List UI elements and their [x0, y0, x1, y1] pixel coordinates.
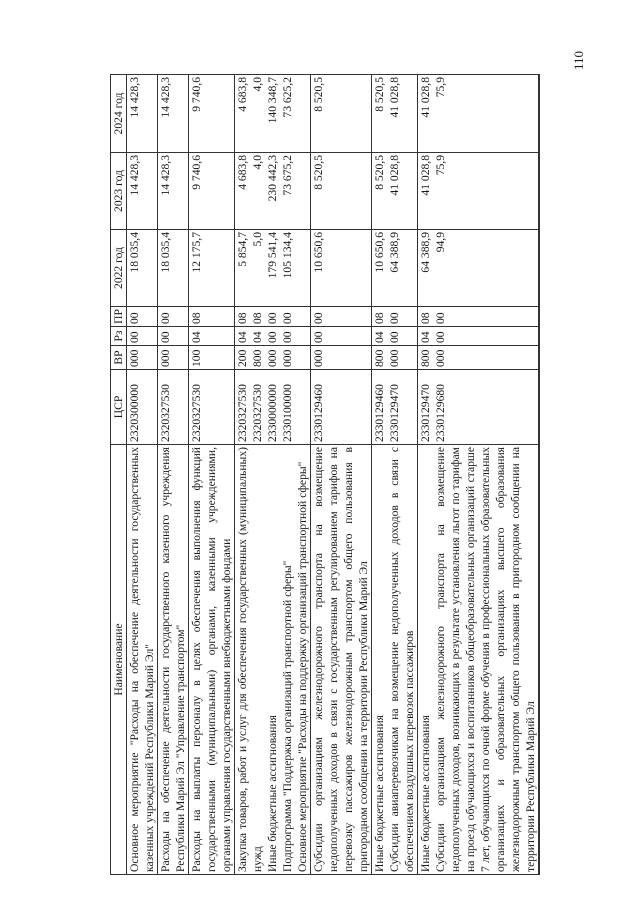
filler-cell: [539, 230, 540, 307]
row-rz: 00: [311, 327, 372, 346]
row-2023: 41 028,8 75,9: [418, 153, 539, 230]
row-rz: 04 00: [418, 327, 539, 346]
row-pr: 00: [127, 307, 158, 327]
table-row: [127, 75, 158, 875]
table-row: [372, 75, 418, 875]
filler-cell: [539, 153, 540, 230]
budget-table: [110, 74, 540, 875]
filler-cell: [539, 307, 540, 327]
header-vr: ВР: [111, 346, 127, 370]
row-2023: 8 520,5 41 028,8: [372, 153, 418, 230]
table-row: [235, 75, 311, 875]
row-2022: 64 388,9 94,9: [418, 230, 539, 307]
row-2024: 8 520,5: [311, 75, 372, 153]
row-2023: 14 428,3: [158, 153, 189, 230]
row-name: Иные бюджетные ассигнования Субсидии авиаперевозчикам на возмещение недополученных доходов в связи с обеспечением воздушных перевозок пассажиров: [372, 445, 418, 875]
row-2023: 4 683,8 4,0 230 442,3 73 675,2: [235, 153, 311, 230]
row-name: Расходы на обеспечение деятельности государственного казенного учреждения Республики Марий Эл "Управление транспортом": [158, 445, 189, 875]
row-rz: 04 00: [372, 327, 418, 346]
page-number: 110: [571, 50, 586, 70]
filler-cell: [539, 327, 540, 346]
row-name: Закупка товаров, работ и услуг для обеспечения государственных (муниципальных) нужд Иные бюджетные ассигнования Подпрограмма "Поддержка организаций транспортной сферы" Основное мероприятие "Расходы на поддержку организаций транспортной сферы": [235, 445, 311, 875]
filler-cell: [539, 370, 540, 445]
row-2022: 12 175,7: [189, 230, 235, 307]
row-2024: 9 740,6: [189, 75, 235, 153]
table-row: [189, 75, 235, 875]
row-name: Иные бюджетные ассигнования Субсидии организациям железнодорожного транспорта на возмещение недополученных доходов, возникающих в результате установления льгот по тарифам на проезд обучающихся и воспитанников общеобразовательных организаций старше 7 лет, обучающихся по очной форме обучения в профессиональных образовательных организациях и образовательных организациях высшего образования железнодорожным транспортом общего пользования в пригородном сообщении на территории Республики Марий Эл: [418, 445, 539, 875]
header-pr: ПР: [111, 307, 127, 327]
row-vr: 000: [158, 346, 189, 370]
header-csr: ЦСР: [111, 370, 127, 445]
row-2022: 10 650,6 64 388,9: [372, 230, 418, 307]
row-vr: 000: [311, 346, 372, 370]
row-vr: 800 000: [418, 346, 539, 370]
row-pr: 08 00: [418, 307, 539, 327]
row-csr: 2330129470 2330129680: [418, 370, 539, 445]
header-2023: 2023 год: [111, 153, 127, 230]
row-name: Расходы на выплаты персоналу в целях обеспечения выполнения функций государственными (муниципальными) органами, казенными учреждениями, органами управления государственными внебюджетными фондами: [189, 445, 235, 875]
row-csr: 2330129460 2330129470: [372, 370, 418, 445]
row-2024: 41 028,8 75,9: [418, 75, 539, 153]
row-pr: 08 00: [372, 307, 418, 327]
row-csr: 2320327530 2320327530 2330000000 2330100000: [235, 370, 311, 445]
row-vr: 200 800 000 000: [235, 346, 311, 370]
table-row: [311, 75, 372, 875]
row-2024: 14 428,3: [127, 75, 158, 153]
row-2024: 4 683,8 4,0 140 348,7 73 625,2: [235, 75, 311, 153]
row-csr: 2320327530: [158, 370, 189, 445]
row-rz: 04 04 00 00: [235, 327, 311, 346]
header-2024: 2024 год: [111, 75, 127, 153]
row-pr: 00: [158, 307, 189, 327]
row-csr: 2320300000: [127, 370, 158, 445]
row-name: Основное мероприятие "Расходы на обеспечение деятельности государственных казенных учреждений Республики Марий Эл": [127, 445, 158, 875]
header-2022: 2022 год: [111, 230, 127, 307]
header-rz: Рз: [111, 327, 127, 346]
row-name: Субсидии организациям железнодорожного транспорта на возмещение недополученных доходов в связи с государственным регулированием тарифов на перевозку пассажиров железнодорожным транспортом общего пользования в пригородном сообщении на территории Республики Марий Эл: [311, 445, 372, 875]
row-2023: 9 740,6: [189, 153, 235, 230]
row-csr: 2330129460: [311, 370, 372, 445]
row-pr: 08 08 00 00: [235, 307, 311, 327]
row-2023: 8 520,5: [311, 153, 372, 230]
filler-cell: [539, 445, 540, 875]
row-2024: 14 428,3: [158, 75, 189, 153]
row-2023: 14 428,3: [127, 153, 158, 230]
row-vr: 000: [127, 346, 158, 370]
table-row: [158, 75, 189, 875]
filler-cell: [539, 75, 540, 153]
row-2022: 10 650,6: [311, 230, 372, 307]
header-name: Наименование: [111, 445, 127, 875]
row-rz: 04: [189, 327, 235, 346]
table-body: [127, 75, 540, 875]
row-2022: 18 035,4: [127, 230, 158, 307]
table-row: [418, 75, 539, 875]
rotated-page-content: [110, 75, 537, 875]
row-2022: 18 035,4: [158, 230, 189, 307]
row-pr: 08: [189, 307, 235, 327]
row-rz: 00: [127, 327, 158, 346]
row-csr: 2320327530: [189, 370, 235, 445]
row-vr: 800 000: [372, 346, 418, 370]
filler-cell: [539, 346, 540, 370]
row-2022: 5 854,7 5,0 179 541,4 105 134,4: [235, 230, 311, 307]
row-rz: 00: [158, 327, 189, 346]
row-pr: 00: [311, 307, 372, 327]
row-vr: 100: [189, 346, 235, 370]
table-filler-row: [539, 75, 540, 875]
row-2024: 8 520,5 41 028,8: [372, 75, 418, 153]
table-header: [111, 75, 127, 875]
